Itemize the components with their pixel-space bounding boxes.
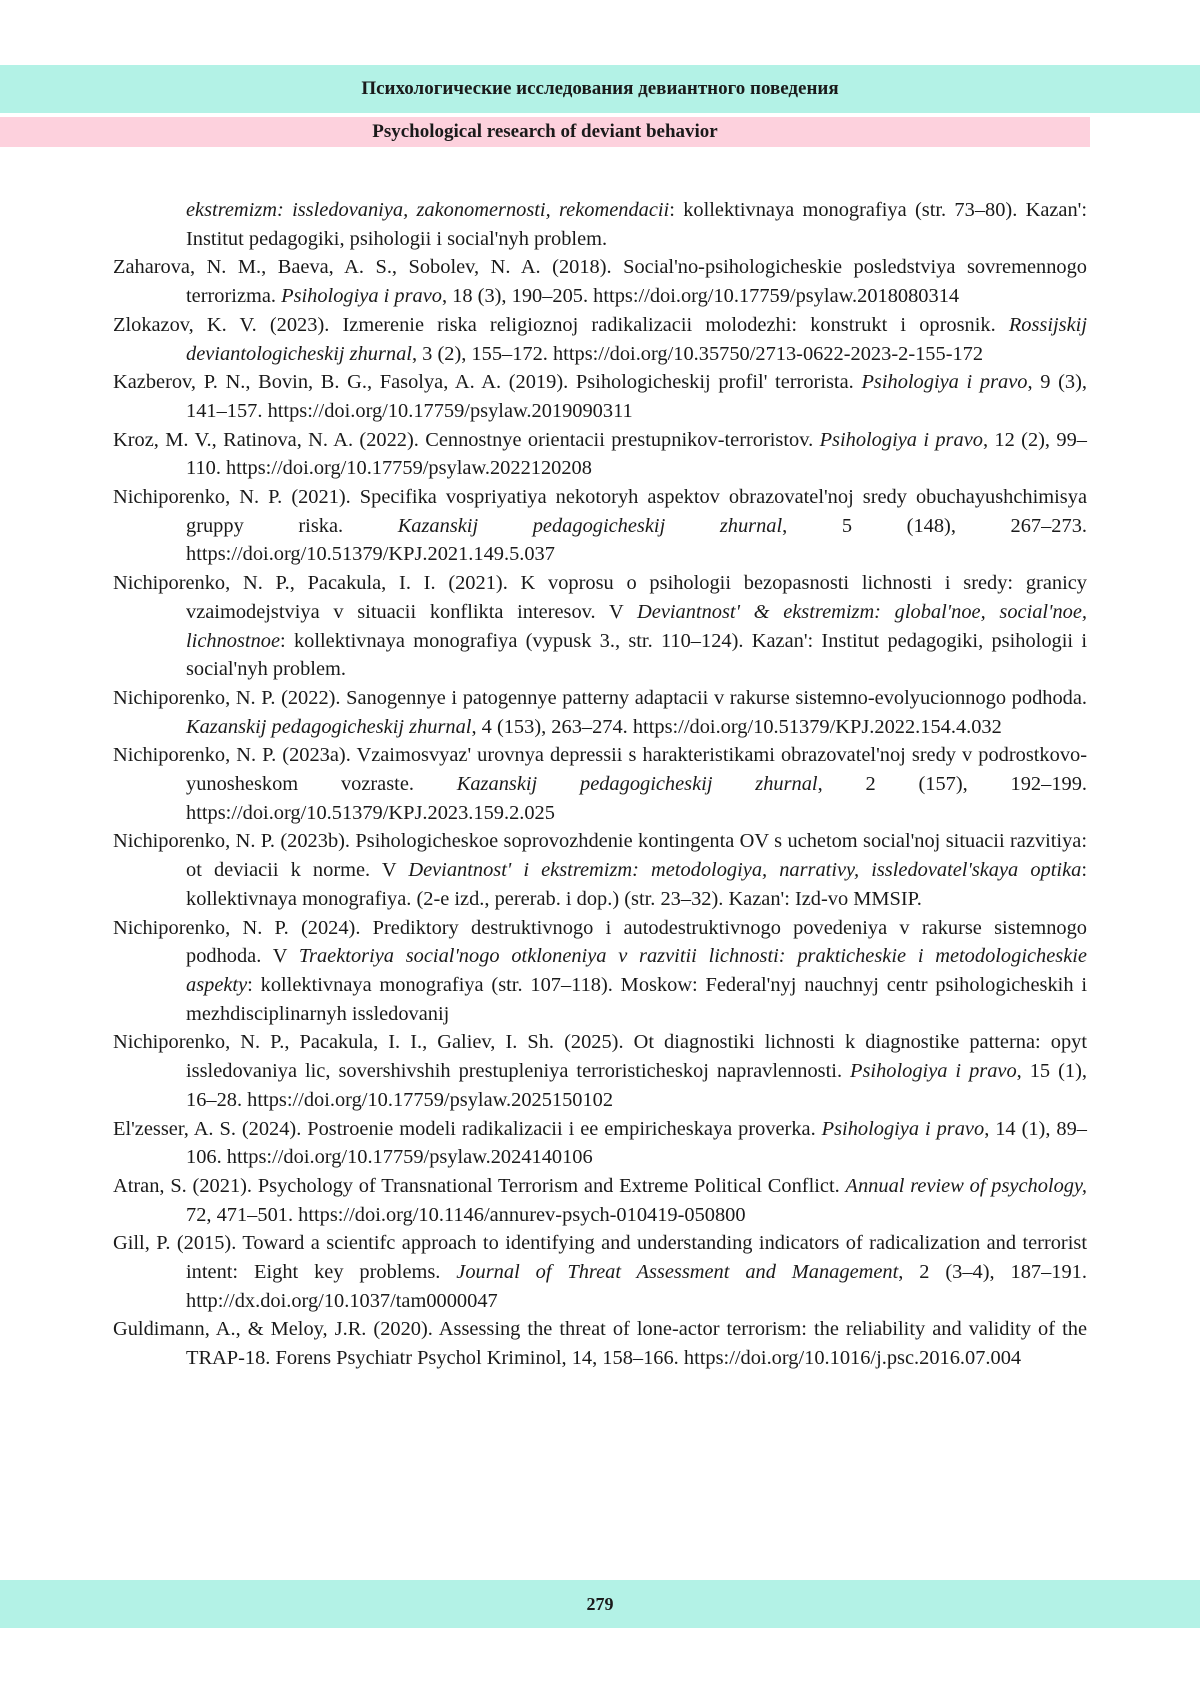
reference-item: Nichiporenko, N. P., Pacakula, I. I., Galiev, I. Sh. (2025). Ot diagnostiki lichnosti k diagnostike patterna: opyt issledovaniya lic, sovershivshih prestupleniya terroristicheskoj napravlennosti. Psihologiya i pravo, 15 (1), 16–28. https://doi.org/10.17759/psylaw.2025150102 — [113, 1031, 1087, 1111]
reference-item: Nichiporenko, N. P. (2024). Prediktory destruktivnogo i autodestruktivnogo povedeniya v rakurse sistemnogo podhoda. V Traektoriya social'nogo otkloneniya v razvitii lichnosti: prakticheskie i metodologicheskie aspekty: kollektivnaya monografiya (str. 107–118). Moskow: Federal'nyj nauchnyj centr psihologicheskih i mezhdisciplinarnyh issledovanij — [113, 916, 1087, 1025]
journal-title-ru: Психологические исследования девиантного поведения — [361, 78, 839, 99]
journal-header-ru — [0, 65, 1200, 113]
page-number: 279 — [586, 1593, 614, 1614]
journal-header-en — [0, 117, 1090, 147]
reference-item: Kroz, M. V., Ratinova, N. A. (2022). Cennostnye orientacii prestupnikov-terroristov. Psihologiya i pravo, 12 (2), 99–110. https://doi.org/10.17759/psylaw.2022120208 — [113, 428, 1087, 480]
reference-item: Nichiporenko, N. P. (2023a). Vzaimosvyaz' urovnya depressii s harakteristikami obrazovatel'noj sredy v podrostkovo-yunosheskom vozraste. Kazanskij pedagogicheskij zhurnal, 2 (157), 192–199. https://doi.org/10.51379/KPJ.2023.159.2.025 — [113, 744, 1088, 824]
journal-title-en: Psychological research of deviant behavior — [372, 121, 718, 142]
reference-item: Zaharova, N. M., Baeva, A. S., Sobolev, N. A. (2018). Social'no-psihologicheskie posledstviya sovremennogo terrorizma. Psihologiya i pravo, 18 (3), 190–205. https://doi.org/10.17759/psylaw.2018080314 — [113, 256, 1087, 308]
reference-item: Guldimann, A., & Meloy, J.R. (2020). Assessing the threat of lone-actor terrorism: the reliability and validity of the TRAP-18. Forens Psychiatr Psychol Kriminol, 14, 158–166. https://doi.org/10.1016/j.psc.2016.07.004 — [113, 1318, 1087, 1370]
reference-item: ekstremizm: issledovaniya, zakonomernosti, rekomendacii: kollektivnaya monografiya (str. 73–80). Kazan': Institut pedagogiki, psihologii i social'nyh problem. — [186, 199, 1088, 250]
reference-item: Atran, S. (2021). Psychology of Transnational Terrorism and Extreme Political Conflict. Annual review of psychology, 72, 471–501. https://doi.org/10.1146/annurev-psych-010419-050800 — [113, 1174, 1087, 1226]
page-footer — [0, 1580, 1200, 1628]
reference-item: Nichiporenko, N. P. (2021). Specifika vospriyatiya nekotoryh aspektov obrazovatel'noj sredy obuchayushchimisya gruppy riska. Kazanskij pedagogicheskij zhurnal, 5 (148), 267–273. https://doi.org/10.51379/KPJ.2021.149.5.037 — [113, 486, 1087, 566]
reference-item: Zlokazov, K. V. (2023). Izmerenie riska religioznoj radikalizacii molodezhi: konstrukt i oprosnik. Rossijskij deviantologicheskij zhurnal, 3 (2), 155–172. https://doi.org/10.35750/2713-0622-2023-2-155-172 — [113, 313, 1087, 365]
reference-item: Kazberov, P. N., Bovin, B. G., Fasolya, A. A. (2019). Psihologicheskij profil' terrorista. Psihologiya i pravo, 9 (3), 141–157. https://doi.org/10.17759/psylaw.2019090311 — [113, 371, 1087, 422]
reference-item: Gill, P. (2015). Toward a scientifc approach to identifying and understanding indicators of radicalization and terrorist intent: Eight key problems. Journal of Threat Assessment and Management, 2 (3–4), 187–191. http://dx.doi.org/10.1037/tam0000047 — [113, 1232, 1087, 1312]
reference-item: Nichiporenko, N. P. (2022). Sanogennye i patogennye patterny adaptacii v rakurse sistemno-evolyucionnogo podhoda. Kazanskij pedagogicheskij zhurnal, 4 (153), 263–274. https://doi.org/10.51379/KPJ.2022.154.4.032 — [113, 686, 1087, 738]
reference-item: El'zesser, A. S. (2024). Postroenie modeli radikalizacii i ee empiricheskaya proverka. Psihologiya i pravo, 14 (1), 89–106. https://doi.org/10.17759/psylaw.2024140106 — [113, 1117, 1087, 1169]
reference-item: Nichiporenko, N. P., Pacakula, I. I. (2021). K voprosu o psihologii bezopasnosti lichnosti i sredy: granicy vzaimodejstviya v situacii konflikta interesov. V Deviantnost' & ekstremizm: global'noe, social'noe, lichnostnoe: kollektivnaya monografiya (vypusk 3., str. 110–124). Kazan': Institut pedagogiki, psihologii i social'nyh problem. — [113, 572, 1087, 681]
reference-item: Nichiporenko, N. P. (2023b). Psihologicheskoe soprovozhdenie kontingenta OV s uchetom social'noj situacii razvitiya: ot deviacii k norme. V Deviantnost' i ekstremizm: metodologiya, narrativy, issledovatel'skaya optika: kollektivnaya monografiya. (2-e izd., pererab. i dop.) (str. 23–32). Kazan': Izd-vo MMSIP. — [113, 830, 1087, 910]
reference-list — [113, 196, 1087, 1373]
